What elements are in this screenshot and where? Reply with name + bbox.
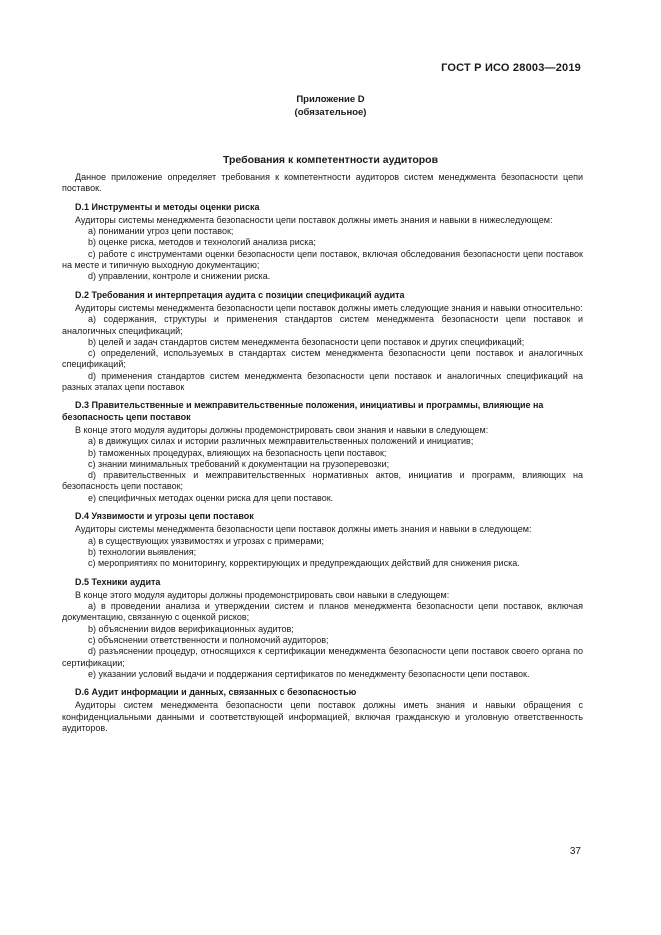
section-lead: Аудиторы системы менеджмента безопасности цепи поставок должны иметь следующие знания и навыки относительно:	[75, 302, 583, 313]
list-item: b) оценке риска, методов и технологий анализа риска;	[88, 237, 316, 248]
list-item: c) работе с инструментами оценки безопасности цепи поставок, включая обследования безопасности цепи поставок на месте и типичную выходную документацию;	[62, 248, 583, 271]
list-item: a) в движущих силах и истории различных межправительственных положений и инициатив;	[88, 436, 474, 447]
document-standard-header: ГОСТ Р ИСО 28003—2019	[441, 62, 581, 74]
list-item: c) мероприятиях по мониторингу, корректирующих и предупреждающих действий для снижения риска.	[88, 558, 520, 569]
annex-status: (обязательное)	[294, 107, 367, 118]
section-lead: В конце этого модуля аудиторы должны продемонстрировать свои знания и навыки в следующем:	[75, 424, 489, 435]
section-lead: Аудиторы системы менеджмента безопасности цепи поставок должны иметь знания и навыки в следующем:	[75, 524, 532, 535]
section-heading: D.2 Требования и интерпретация аудита с позиции спецификаций аудита	[75, 289, 405, 300]
page-number: 37	[569, 846, 581, 857]
list-item: c) объяснении ответственности и полномочий аудиторов;	[88, 634, 329, 645]
list-item: c) знании минимальных требований к документации на грузоперевозки;	[88, 458, 390, 469]
section-lead: Аудиторы систем менеджмента безопасности цепи поставок должны иметь знания и навыки обращения с конфиденциальными данными и соответствующей информацией, включая гражданскую и уголовную ответственность аудиторов.	[62, 700, 583, 734]
list-item: a) содержания, структуры и применения стандартов систем менеджмента безопасности цепи поставок и аналогичных спецификаций;	[62, 314, 583, 336]
section-lead: Аудиторы системы менеджмента безопасности цепи поставок должны иметь знания и навыки в нижеследующем:	[75, 214, 553, 225]
list-item: a) в проведении анализа и утверждении систем и планов менеджмента безопасности цепи поставок, включая документацию, связанную с оценкой рисков;	[62, 601, 583, 623]
list-item: b) целей и задач стандартов систем менеджмента безопасности цепи поставок и других спецификаций;	[88, 336, 525, 347]
list-item: b) технологии выявления;	[88, 546, 197, 557]
annex-label-block	[0, 93, 661, 119]
section-heading: D.6 Аудит информации и данных, связанных с безопасностью	[75, 687, 357, 698]
list-item: e) специфичных методах оценки риска для цепи поставок.	[88, 492, 334, 503]
section-heading: D.1 Инструменты и методы оценки риска	[75, 201, 260, 212]
section-heading: D.3 Правительственные и межправительственные положения, инициативы и программы, влияющие на безопасность цепи поставок	[62, 400, 544, 422]
document-body	[62, 172, 583, 734]
section-heading: D.4 Уязвимости и угрозы цепи поставок	[75, 511, 254, 522]
list-item: d) управлении, контроле и снижении риска.	[88, 271, 271, 282]
list-item: a) понимании угроз цепи поставок;	[88, 226, 234, 237]
list-item: d) разъяснении процедур, относящихся к сертификации менеджмента безопасности цепи поставок своего органа по сертификации;	[62, 646, 583, 668]
list-item: d) применения стандартов систем менеджмента безопасности цепи поставок и аналогичных спецификаций на разных этапах цепи поставок	[62, 370, 583, 393]
list-item: c) определений, используемых в стандартах систем менеджмента безопасности цепи поставок и аналогичных спецификаций;	[62, 348, 583, 370]
annex-label: Приложение D	[296, 94, 365, 105]
section-lead: В конце этого модуля аудиторы должны продемонстрировать свои навыки в следующем:	[75, 589, 450, 600]
list-item: a) в существующих уязвимостях и угрозах с примерами;	[88, 535, 325, 546]
annex-title: Требования к компетентности аудиторов	[222, 154, 439, 166]
list-item: e) указании условий выдачи и поддержания сертификатов по менеджменту безопасности цепи поставок.	[88, 668, 530, 679]
list-item: d) правительственных и межправительственных нормативных актов, инициатив и программ, влияющих на безопасность цепи поставок;	[62, 470, 583, 492]
list-item: b) таможенных процедурах, влияющих на безопасность цепи поставок;	[88, 447, 387, 458]
list-item: b) объяснении видов верификационных аудитов;	[88, 623, 294, 634]
intro-paragraph: Данное приложение определяет требования к компетентности аудиторов систем менеджмента безопасности цепи поставок.	[62, 172, 583, 194]
section-heading: D.5 Техники аудита	[75, 576, 161, 587]
